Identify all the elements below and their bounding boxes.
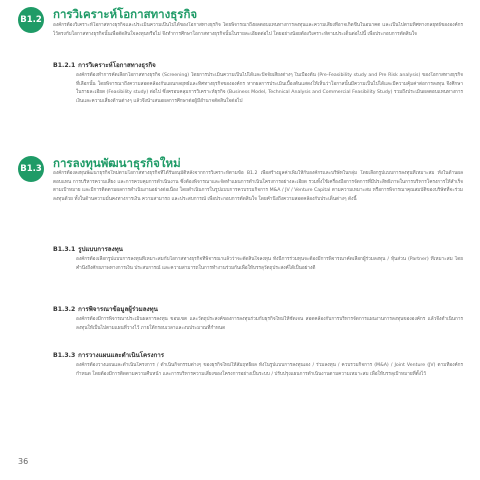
subsection-heading [53,352,164,360]
section-badge: B1.2 [18,7,44,33]
subsection-number: B1.2.1 [53,62,76,69]
section-intro: องค์กรต้องวิเคราะห์โอกาสทางธุรกิจและประเมินความเป็นไปได้ของโอกาสทางธุรกิจ โดยพิจารณาถึงผลตอบแทนทางการลงทุนและความเสี่ยงที่อาจเกิดขึ้นในอนาคต และเป็นไปตามทิศทางกลยุทธ์ขององค์กรไว้ตรงกับโอกาสทางธุรกิจนั้นเพื่อตัดสินใจลงทุนหรือไม่ จึงทำการศึกษาโอกาสทางธุรกิจนั้นในรายละเอียดต่อไป โดยอย่างน้อยต้องวิเคราะห์ตามประเด็นต่อไปนี้ เพื่อประกอบการตัดสินใจ [53,23,463,37]
subsection-title: การวิเคราะห์โอกาสทางธุรกิจ [78,62,156,69]
subsection-title: รูปแบบการลงทุน [78,246,123,253]
section-badge: B1.3 [18,156,44,182]
subsection-body: องค์กรต้องทำการคัดเลือกโอกาสทางธุรกิจ (Screening) โดยการประเมินความเป็นไปได้และปัจจัยเสี่ยงต่างๆ ในเบื้องต้น (Pre-Feasibility study and Pre Risk analysis) ของโอกาสทางธุรกิจที่เลือกนั้น โดยพิจารณาถึงความสอดคล้องกับแผนกลยุทธ์และทิศทางธุรกิจขององค์กร หากผลการประเมินเบื้องต้นแสดงให้เห็นว่าโอกาสนั้นมีความเป็นไปได้และมีความคุ้มค่าต่อการลงทุน จึงศึกษาในรายละเอียด (Feasibility study) ต่อไป ซึ่งครอบคลุมการวิเคราะห์ธุรกิจ (Business Model, Technical Analysis and Commercial Feasibility Study) รวมถึงประเมินผลตอบแทนทางการเงินและความเสี่ยงด้านต่างๆ แล้วจึงนำเสนอผลการศึกษาต่อผู้มีอำนาจตัดสินใจต่อไป [76,73,463,105]
subsection-heading [53,306,158,314]
subsection-body: องค์กรต้องมีการพิจารณาประเมินผลการลงทุน ขอบเขต และวัตถุประสงค์ของการลงทุนร่วมกับธุรกิจใหม่ให้ชัดเจน สอดคล้องกับการบริหารจัดการแผนงานการลงทุนขององค์กร แล้วจึงดำเนินการลงทุนให้เป็นไปตามแผนที่วางไว้ ภายใต้กรอบเวลาและงบประมาณที่กำหนด [76,317,463,331]
subsection-number: B1.3.1 [53,246,76,253]
subsection-heading [53,62,156,70]
section-intro: องค์กรต้องลงทุนพัฒนาธุรกิจใหม่ตามโอกาสทางธุรกิจที่ได้รับอนุมัติหลังจากการวิเคราะห์ตามข้อ B1.2 เพื่อสร้างมูลค่าเพิ่มให้กับองค์กรและบริษัทในกลุ่ม โดยเลือกรูปแบบการลงทุนที่เหมาะสม ทั้งในด้านผลตอบแทน การบริหารความเสี่ยง และการควบคุมการดำเนินงาน ซึ่งต้องพิจารณาและจัดทำแผนการดำเนินโครงการอย่างละเอียด รวมทั้งใช้เครื่องมือการจัดการที่มีประสิทธิภาพในการบริหารโครงการให้สำเร็จตามเป้าหมาย และมีการติดตามผลการดำเนินงานอย่างต่อเนื่อง โดยดำเนินการในรูปแบบการควบรวมกิจการ M&A / JV / Venture Capital ตามความเหมาะสม หรือการพิจารณาคุณสมบัติของบริษัทที่จะร่วมลงทุนด้วย ทั้งในด้านความมั่นคงทางการเงิน ความสามารถ และประสบการณ์ เพื่อประกอบการตัดสินใจ โดยคำนึงถึงความสอดคล้องกับประเด็นต่างๆ ดังนี้ [53,171,463,203]
subsection-number: B1.3.2 [53,306,76,313]
subsection-body: องค์กรต้องเลือกรูปแบบการลงทุนที่เหมาะสมกับโอกาสทางธุรกิจที่พิจารณาแล้วว่าจะตัดสินใจลงทุน ทั้งนี้การร่วมทุนจะต้องมีการพิจารณาคัดเลือกผู้ร่วมลงทุน / หุ้นส่วน (Partner) ที่เหมาะสม โดยคำนึงถึงศักยภาพทางการเงิน ประสบการณ์ และความสามารถในการทำงานร่วมกันเพื่อให้บรรลุวัตถุประสงค์ได้เป็นอย่างดี [76,257,463,271]
page-number: 36 [18,457,29,466]
subsection-title: การวางแผนและดำเนินโครงการ [78,352,165,359]
section-title: การลงทุนพัฒนาธุรกิจใหม่ [53,156,181,170]
section-title: การวิเคราะห์โอกาสทางธุรกิจ [53,7,198,21]
subsection-body: องค์กรต้องวางแผนและดำเนินโครงการ / ดำเนินกิจกรรมต่างๆ ของธุรกิจใหม่ให้สัมฤทธิ์ผล ทั้งในรูปแบบการลงทุนเอง / ร่วมลงทุน / ควบรวมกิจการ (M&A) / Joint Venture (JV) ตามที่องค์กรกำหนด โดยต้องมีการติดตามความคืบหน้า และการบริหารความเสี่ยงของโครงการอย่างเป็นระบบ / ปรับปรุงแผนการดำเนินงานตามความเหมาะสม เพื่อให้บรรลุเป้าหมายที่ตั้งไว้ [76,363,463,377]
subsection-number: B1.3.3 [53,352,76,359]
subsection-heading [53,246,123,254]
subsection-title: การพิจารณาข้อมูลผู้ร่วมลงทุน [78,306,158,313]
